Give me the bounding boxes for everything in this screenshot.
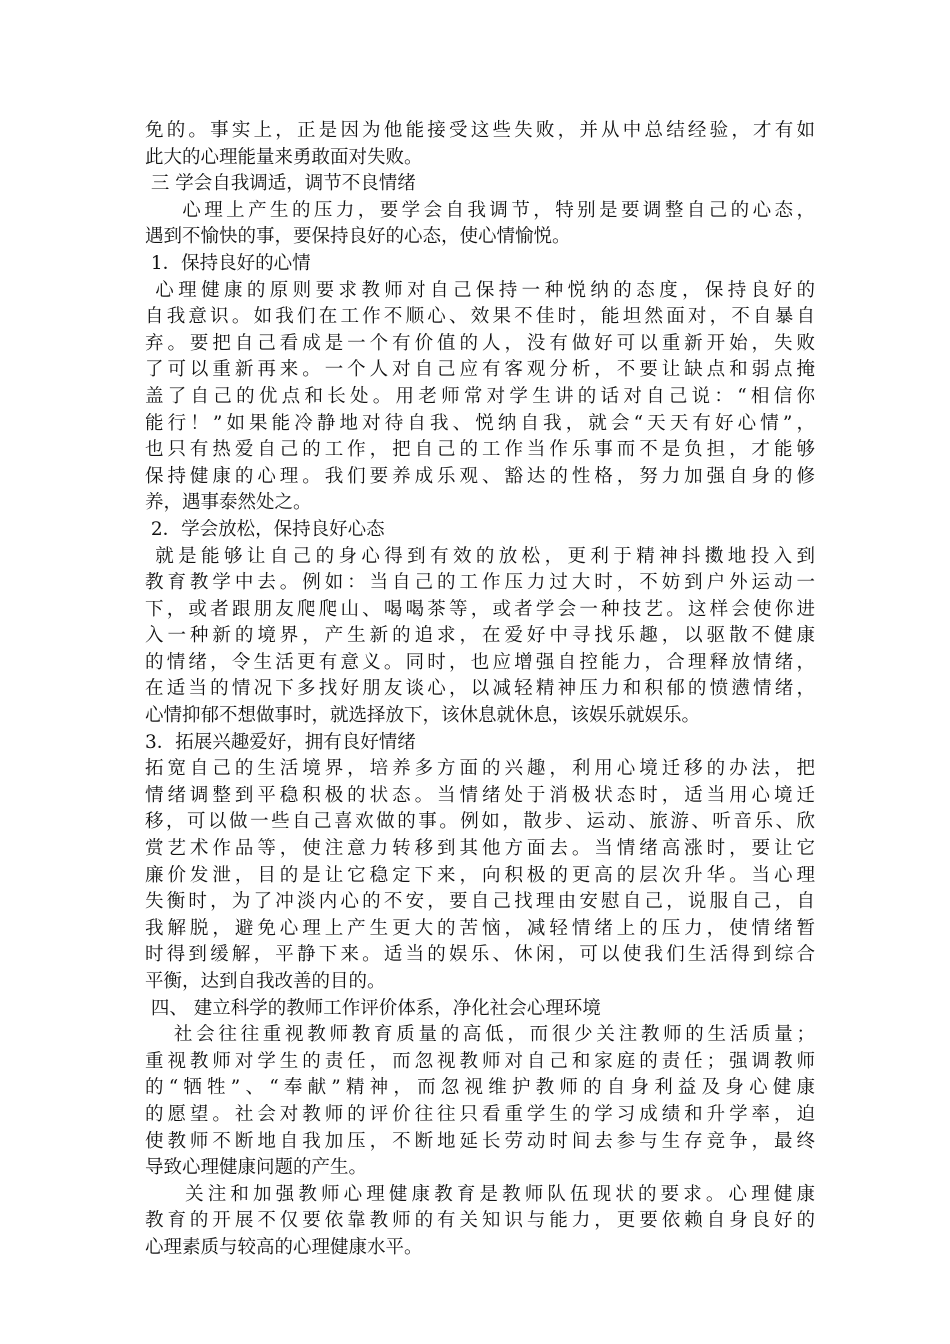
text-line: 关注和加强教师心理健康教育是教师队伍现状的要求。心理健康 (145, 1183, 815, 1205)
text-line: 遇到不愉快的事，要保持良好的心态，使心情愉悦。 (145, 226, 571, 248)
text-line: 平衡，达到自我改善的目的。 (145, 971, 386, 992)
text-line: 移，可以做一些自己喜欢做的事。例如，散步、运动、旅游、听音乐、欣 (145, 811, 815, 833)
text-line: 的情绪，令生活更有意义。同时，也应增强自控能力，合理释放情绪， (145, 651, 815, 673)
text-line: 拓宽自己的生活境界，培养多方面的兴趣，利用心境迁移的办法，把 (145, 758, 815, 780)
text-line: 下，或者跟朋友爬爬山、喝喝茶等，或者学会一种技艺。这样会使你进 (145, 598, 815, 620)
text-line: 赏艺术作品等，使注意力转移到其他方面去。当情绪高涨时，要让它 (145, 838, 815, 860)
text-line: 情绪调整到平稳积极的状态。当情绪处于消极状态时，适当用心境迁 (145, 784, 815, 806)
text-line: 能行！”如果能冷静地对待自我、悦纳自我，就会“天天有好心情”， (145, 412, 815, 434)
text-line: 我解脱，避免心理上产生更大的苦恼，减轻情绪上的压力，使情绪暂 (145, 917, 815, 939)
text-line: 重视教师对学生的责任，而忽视教师对自己和家庭的责任；强调教师 (145, 1050, 815, 1072)
text-line: 三 学会自我调适，调节不良情绪 (145, 173, 416, 195)
text-line: 此大的心理能量来勇敢面对失败。 (145, 146, 423, 168)
text-line: 自我意识。如我们在工作不顺心、效果不佳时，能坦然面对，不自暴自 (145, 306, 815, 328)
text-line: 的“牺牲”、“奉献”精神，而忽视维护教师的自身利益及身心健康 (145, 1077, 815, 1099)
document-page (145, 118, 815, 1262)
text-line: 时得到缓解，平静下来。适当的娱乐、休闲，可以使我们生活得到综合 (145, 944, 815, 966)
text-line: 3．拓展兴趣爱好，拥有良好情绪 (145, 731, 416, 753)
text-line: 养，遇事泰然处之。 (145, 492, 312, 514)
text-line: 心理素质与较高的心理健康水平。 (145, 1236, 423, 1258)
text-line: 导致心理健康问题的产生。 (145, 1157, 368, 1179)
text-line: 的愿望。社会对教师的评价往往只看重学生的学习成绩和升学率，迫 (145, 1103, 815, 1125)
text-line: 教育的开展不仅要依靠教师的有关知识与能力，更要依赖自身良好的 (145, 1210, 815, 1232)
text-line: 就是能够让自己的身心得到有效的放松，更利于精神抖擞地投入到 (145, 545, 815, 567)
text-line: 了可以重新再来。一个人对自己应有客观分析，不要让缺点和弱点掩 (145, 359, 815, 381)
text-line: 保持健康的心理。我们要养成乐观、豁达的性格，努力加强自身的修 (145, 465, 815, 487)
text-line: 弃。要把自己看成是一个有价值的人，没有做好可以重新开始，失败 (145, 332, 815, 354)
text-line: 社会往往重视教师教育质量的高低，而很少关注教师的生活质量； (145, 1024, 815, 1046)
text-line: 使教师不断地自我加压，不断地延长劳动时间去参与生存竞争，最终 (145, 1130, 815, 1152)
text-line: 失衡时，为了冲淡内心的不安，要自己找理由安慰自己，说服自己，自 (145, 891, 815, 913)
text-line: 四、 建立科学的教师工作评价体系，净化社会心理环境 (145, 997, 601, 1019)
text-line: 免的。事实上，正是因为他能接受这些失败，并从中总结经验，才有如 (145, 120, 815, 141)
text-line: 1．保持良好的心情 (145, 252, 311, 274)
text-line: 盖了自己的优点和长处。用老师常对学生讲的话对自己说：“相信你 (145, 385, 815, 407)
text-line: 心理健康的原则要求教师对自己保持一种悦纳的态度，保持良好的 (145, 279, 815, 301)
text-line: 心理上产生的压力，要学会自我调节，特别是要调整自己的心态， (145, 199, 815, 221)
text-line: 入一种新的境界，产生新的追求，在爱好中寻找乐趣，以驱散不健康 (145, 625, 815, 647)
text-line: 廉价发泄，目的是让它稳定下来，向积极的更高的层次升华。当心理 (145, 864, 815, 886)
text-line: 心情抑郁不想做事时，就选择放下，该休息就休息，该娱乐就娱乐。 (145, 705, 701, 727)
text-line: 也只有热爱自己的工作，把自己的工作当作乐事而不是负担，才能够 (145, 439, 815, 461)
text-line: 教育教学中去。例如：当自己的工作压力过大时，不妨到户外运动一 (145, 572, 815, 594)
text-line: 2．学会放松，保持良好心态 (145, 518, 385, 540)
text-line: 在适当的情况下多找好朋友谈心，以减轻精神压力和积郁的愤懑情绪， (145, 678, 815, 700)
